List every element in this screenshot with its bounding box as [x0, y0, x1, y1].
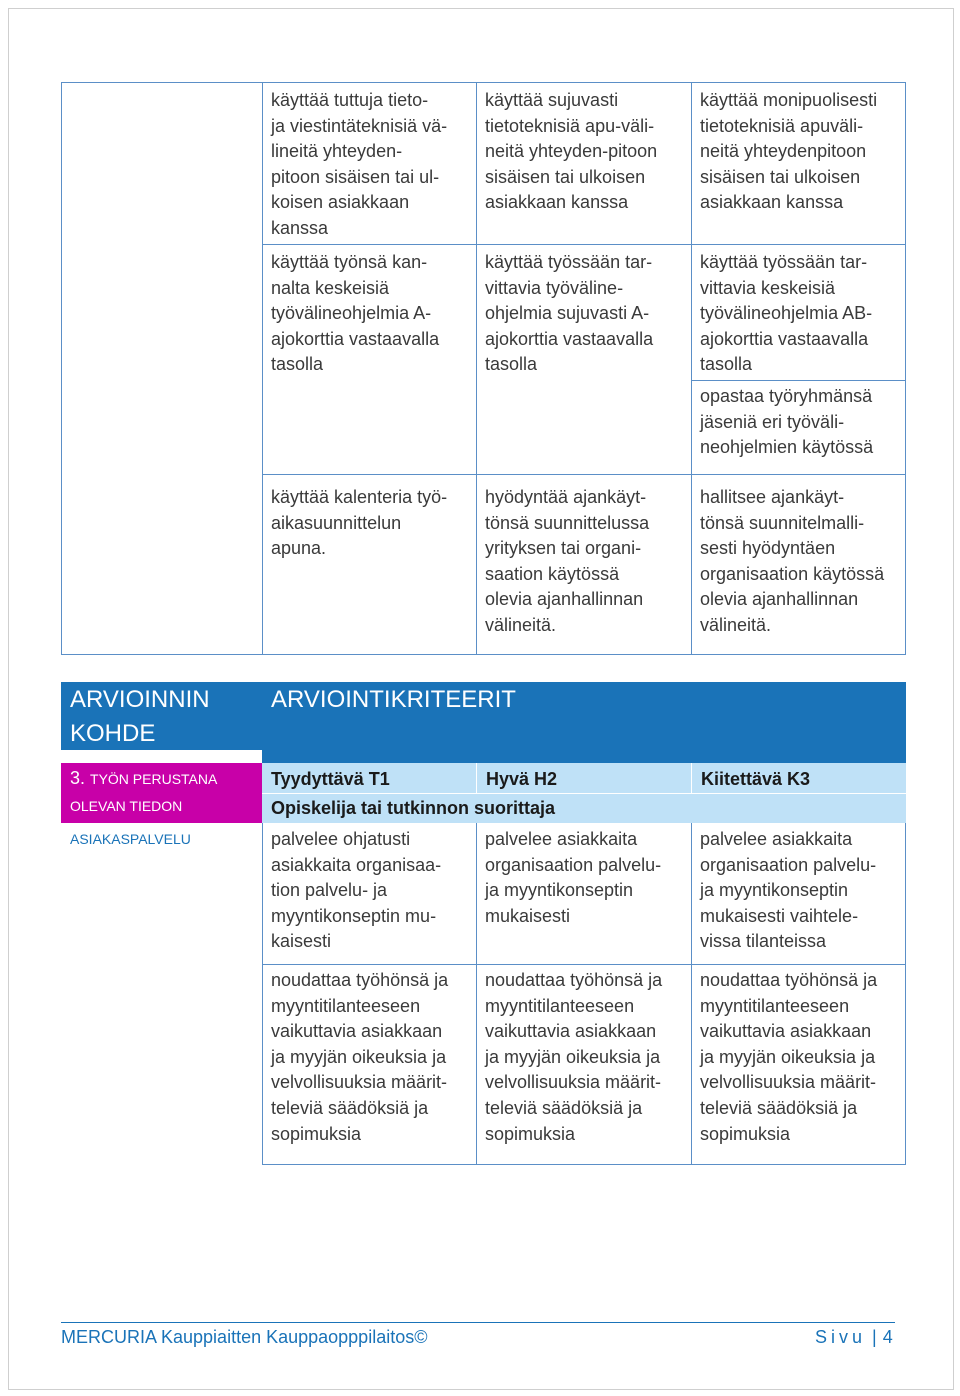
footer-school-name: MERCURIA Kauppiaitten Kauppaopppilaitos©	[61, 1327, 428, 1347]
table-cell: käyttää työnsä kan- nalta keskeisiä työvälineohjelmia A- ajokorttia vastaavalla tasolla	[271, 252, 440, 375]
level-header-h2: Hyvä H2	[477, 763, 691, 793]
table-cell: käyttää monipuolisesti tietoteknisiä apuväli- neitä yhteydenpitoon sisäisen tai ulkoisen asiakkaan kanssa	[700, 90, 878, 213]
table-border	[262, 474, 906, 475]
table-border	[262, 1164, 906, 1165]
table-cell: käyttää työssään tar- vittavia keskeisiä työvälineohjelmia AB- ajokorttia vastaavalla tasolla	[700, 252, 873, 375]
table-border	[262, 244, 906, 245]
table-cell: hallitsee ajankäyt- tönsä suunnitelmalli- sesti hyödyntäen organisaation käytössä olevia ajanhallinnan välineitä.	[700, 487, 885, 635]
table-cell: käyttää sujuvasti tietoteknisiä apu-väli- neitä yhteyden-pitoon sisäisen tai ulkoisen asiakkaan kanssa	[485, 90, 658, 213]
topic-title-line2: OLEVAN TIEDON	[70, 798, 183, 814]
table-cell: palvelee asiakkaita organisaation palvelu- ja myyntikonseptin mukaisesti vaihtele- vissa tilanteissa	[700, 829, 877, 952]
table-cell: käyttää kalenteria työ- aikasuunnittelun apuna.	[271, 487, 448, 559]
level-header-t1: Tyydyttävä T1	[262, 763, 476, 793]
footer-page-number: 4	[882, 1327, 893, 1347]
table-cell: opastaa työryhmänsä jäseniä eri työväli- neohjelmien käytössä	[700, 386, 874, 458]
assessment-target-header: ARVIOINNIN KOHDE	[61, 682, 262, 750]
footer-page-word: Sivu	[815, 1327, 867, 1347]
table-cell: noudattaa työhönsä ja myyntitilanteeseen vaikuttavia asiakkaan ja myyjän oikeuksia ja velvollisuuksia määrit- televiä säädöksiä ja sopimuksia	[700, 970, 878, 1144]
header-gap	[61, 750, 262, 763]
table-border	[61, 654, 906, 655]
table-cell: käyttää työssään tar- vittavia työväline- ohjelmia sujuvasti A- ajokorttia vastaavalla tasolla	[485, 252, 654, 375]
topic-title-line3: ASIAKASPALVELU	[70, 831, 191, 847]
table-cell: käyttää tuttuja tieto- ja viestintäteknisiä vä- lineitä yhteyden- pitoon sisäisen tai ul- koisen asiakkaan kanssa	[271, 90, 448, 238]
table-border	[61, 82, 906, 83]
assessment-criteria-header: ARVIOINTIKRITEERIT	[262, 682, 906, 763]
footer-separator: |	[872, 1327, 877, 1347]
footer-rule	[61, 1322, 895, 1323]
table-cell: hyödyntää ajankäyt- tönsä suunnittelussa yrityksen tai organi- saation käytössä olevia ajanhallinnan välineitä.	[485, 487, 650, 635]
subject-row: Opiskelija tai tutkinnon suorittaja	[262, 794, 906, 823]
table-border	[905, 82, 906, 655]
table-cell: noudattaa työhönsä ja myyntitilanteeseen vaikuttavia asiakkaan ja myyjän oikeuksia ja velvollisuuksia määrit- televiä säädöksiä ja sopimuksia	[485, 970, 663, 1144]
level-header-k3: Kiitettävä K3	[692, 763, 906, 793]
topic-title-line1: 3. TYÖN PERUSTANA	[70, 768, 218, 788]
table-cell: noudattaa työhönsä ja myyntitilanteeseen vaikuttavia asiakkaan ja myyjän oikeuksia ja velvollisuuksia määrit- televiä säädöksiä ja sopimuksia	[271, 970, 449, 1144]
table-cell: palvelee ohjatusti asiakkaita organisaa- tion palvelu- ja myyntikonseptin mu- kaisesti	[271, 829, 442, 952]
table-border	[61, 82, 62, 655]
table-cell: palvelee asiakkaita organisaation palvelu- ja myyntikonseptin mukaisesti	[485, 829, 662, 926]
table-border	[905, 823, 906, 1165]
footer-page	[815, 1327, 893, 1348]
